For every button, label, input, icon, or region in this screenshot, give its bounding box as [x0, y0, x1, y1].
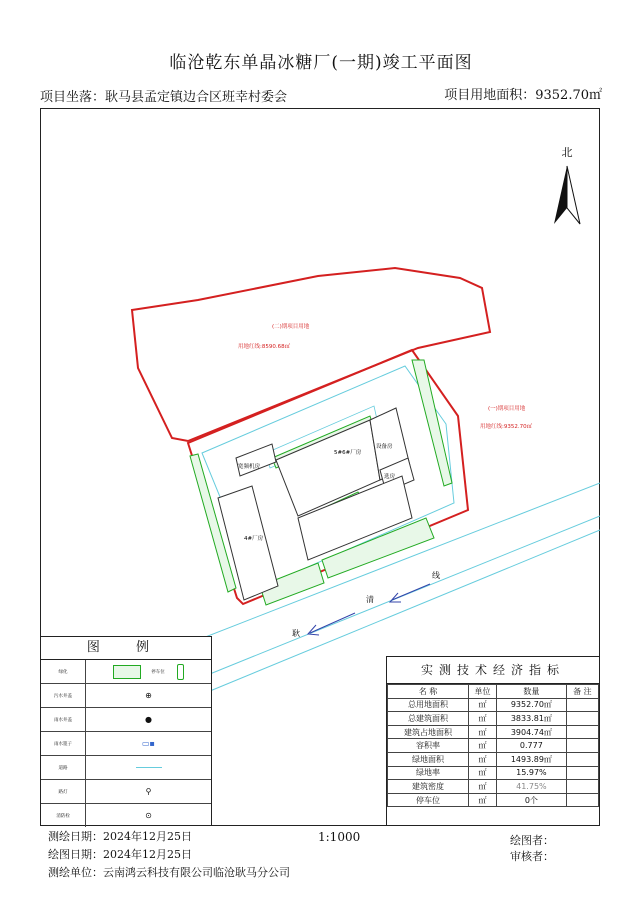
- legend-name: 道路: [41, 756, 86, 779]
- cell: 9352.70㎡: [497, 698, 567, 712]
- cell: 0.777: [497, 739, 567, 753]
- column-header: 数量: [497, 685, 567, 699]
- road-char-1: 线: [432, 571, 440, 580]
- legend-row: [41, 756, 211, 780]
- building-5-6-label: 5#6#厂房: [334, 450, 362, 456]
- cell: ㎡: [469, 725, 497, 739]
- column-header: 名 称: [388, 685, 469, 699]
- table-row: [388, 712, 599, 726]
- cell: ㎡: [469, 780, 497, 794]
- cell: 总用地面积: [388, 698, 469, 712]
- cell: [566, 698, 598, 712]
- cell: [566, 712, 598, 726]
- draw-date: 绘图日期：2024年12月25日: [48, 848, 192, 861]
- rain-cover-icon: ●: [145, 715, 152, 724]
- legend-heading: 图 例: [41, 637, 211, 660]
- reviewer-label: 审核者：: [510, 850, 554, 863]
- legend-row: [41, 804, 211, 827]
- parking-label: 停车位: [151, 669, 165, 675]
- workshop-label: 选房: [384, 474, 396, 480]
- tech-indicator-table: [386, 656, 600, 826]
- cell: 3833.81㎡: [497, 712, 567, 726]
- small-room-label: 宽频机房: [238, 464, 261, 470]
- column-header: 单位: [469, 685, 497, 699]
- parking-icon: [177, 664, 184, 680]
- cell: 建筑密度: [388, 780, 469, 794]
- cell: 绿地率: [388, 766, 469, 780]
- legend-name: 消防栓: [41, 804, 86, 827]
- cell: [566, 725, 598, 739]
- cell: 15.97%: [497, 766, 567, 780]
- legend-name: 雨水篦子: [41, 732, 86, 755]
- small-room: [236, 444, 276, 476]
- cell: [566, 766, 598, 780]
- rain-grate-icon: ▭▪: [142, 739, 155, 748]
- sewer-cover-icon: ⊕: [145, 691, 152, 700]
- road-line-icon: [86, 756, 211, 779]
- building-4-label: 4#厂房: [244, 536, 264, 542]
- north-arrow-icon: [554, 166, 580, 224]
- phase2-redline-label: 用地红线:8590.68㎡: [238, 344, 291, 350]
- legend-name: 雨水井盖: [41, 708, 86, 731]
- cell: ㎡: [469, 793, 497, 807]
- legend-name: 绿化: [41, 660, 86, 683]
- legend-name: 污水井盖: [41, 684, 86, 707]
- table-row: [388, 739, 599, 753]
- project-location: 项目坐落：耿马县孟定镇边合区班幸村委会: [40, 90, 288, 105]
- cell: ㎡: [469, 766, 497, 780]
- column-header: 备 注: [566, 685, 598, 699]
- green-area-icon: [113, 665, 141, 679]
- cell: 41.75%: [497, 780, 567, 794]
- cell: 停车位: [388, 793, 469, 807]
- phase1-redline-label: 用地红线:9352.70㎡: [480, 424, 533, 430]
- table-row: [388, 725, 599, 739]
- table-row: [388, 698, 599, 712]
- road-char-3: 耿: [292, 629, 300, 638]
- cell: 总建筑面积: [388, 712, 469, 726]
- cell: ㎡: [469, 752, 497, 766]
- drafter-label: 绘图者：: [510, 834, 554, 847]
- cell: [566, 780, 598, 794]
- cell: ㎡: [469, 739, 497, 753]
- cell: ㎡: [469, 698, 497, 712]
- cell: [566, 793, 598, 807]
- table-header-row: [388, 685, 599, 699]
- legend-row: [41, 684, 211, 708]
- cell: 1493.89㎡: [497, 752, 567, 766]
- phase2-label: (二)期项目用地: [272, 324, 310, 330]
- map-scale: 1:1000: [318, 830, 361, 844]
- phase1-label: (一)期项目用地: [488, 406, 526, 412]
- project-area: 项目用地面积：9352.70㎡: [444, 88, 602, 103]
- legend-name: 路灯: [41, 780, 86, 803]
- cell: [566, 752, 598, 766]
- cell: 容积率: [388, 739, 469, 753]
- cell: ㎡: [469, 712, 497, 726]
- legend-row: [41, 732, 211, 756]
- street-lamp-icon: ⚲: [145, 787, 152, 796]
- cell: [566, 739, 598, 753]
- legend-row: [41, 708, 211, 732]
- equipment-room-label: 设备房: [376, 444, 393, 450]
- table-row: [388, 752, 599, 766]
- table-row: [388, 766, 599, 780]
- legend-table: [40, 636, 212, 826]
- table-row: [388, 793, 599, 807]
- road-char-2: 清: [366, 595, 374, 604]
- tech-heading: 实测技术经济指标: [387, 657, 599, 684]
- cell: 3904.74㎡: [497, 725, 567, 739]
- cell: 建筑占地面积: [388, 725, 469, 739]
- north-label: 北: [561, 146, 573, 159]
- legend-row: [41, 660, 211, 684]
- table-row: [388, 780, 599, 794]
- legend-row: [41, 780, 211, 804]
- cell: 绿地面积: [388, 752, 469, 766]
- cell: 0个: [497, 793, 567, 807]
- page-title: 临沧乾东单晶冰糖厂(一期)竣工平面图: [169, 53, 473, 73]
- survey-date: 测绘日期：2024年12月25日: [48, 830, 192, 843]
- fire-hydrant-icon: ⊙: [145, 811, 152, 820]
- survey-unit: 测绘单位：云南鸿云科技有限公司临沧耿马分公司: [48, 866, 290, 879]
